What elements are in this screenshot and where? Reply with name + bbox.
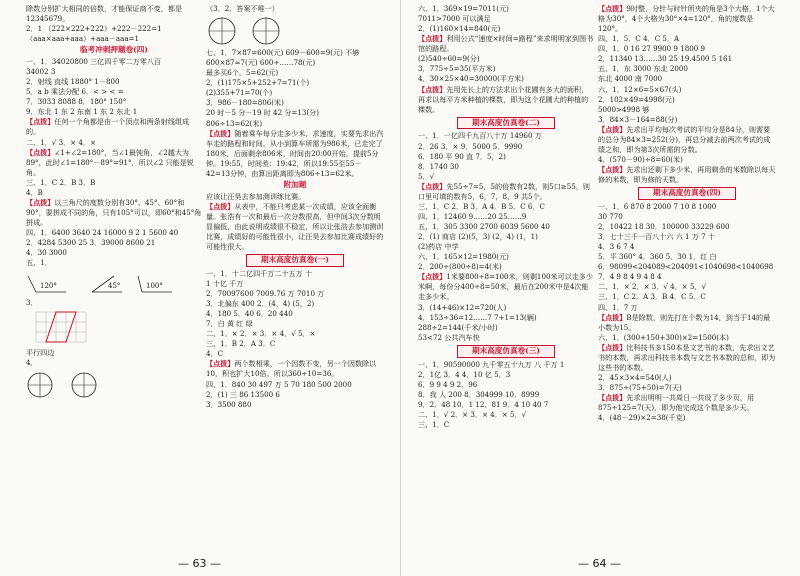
text-line: 4．(570－90)÷8=60(米) [598,154,683,164]
text-line: 五、1．305 3300 2700 6039 5600 40 [418,222,550,232]
text-line: 5．平 360° 4．360 5．30 1．红 白 [598,252,717,262]
text-line: 3．775÷5=35(平方米) [418,64,496,74]
section-heading: 期末高度仿真卷(二) [457,117,555,130]
text-line: 2．(1)175×5+252+7=71(个) [206,78,310,88]
text-line: 2．70097600 7009.76 万 7010 万 [206,288,325,298]
text-line: 8．1740 30 [418,161,459,171]
text-line: 四、1．12460 9……20 25……9 [418,211,527,221]
tip-marker: 【点拨】 [206,201,235,211]
text-line: 5．a b 乘法分配 6．< > < = [26,87,124,97]
column-2 [206,4,384,410]
text-line: 20 时－5 分－19 时 42 分=13(分) [206,108,320,118]
tip-marker: 【点拨】 [598,4,627,13]
text-line: 2．4284 5300 25 3．39000 8600 21 [26,238,156,248]
text-line: 30 770 [598,211,623,221]
text-line: 2．102×49=4998(元) [598,94,675,104]
text-line: 2．射线 直线 1880° 1－800 [26,77,120,87]
text-line: 二、1．√ 2．× 3．× 4．× 5．√ [418,409,527,419]
text-line: 三、1．B 2．A 3．C [206,339,276,349]
tip-text: 【点拨】B是除数，则先打在个数为14，到当于14的最小数为15。 [598,312,771,332]
tip-marker: 【点拨】 [26,147,55,157]
text-line: 4．30 3000 [26,248,67,258]
tip-marker: 【点拨】 [418,34,447,44]
text-line: 2．10422 18 30．100000 33229 600 [598,222,730,232]
text-line: 五、1． [26,258,52,268]
text-line: 5．√ [418,171,435,181]
column-1 [26,4,202,401]
text-line: 3． [26,298,38,308]
section-heading: 期末高度仿真卷(三) [457,345,555,358]
page-seam [400,0,401,576]
section-heading: 附加题 [283,179,307,189]
tip-marker: 【点拨】 [598,342,627,352]
text-line: 2．1 （222×222+222）+222－222=1 [26,24,162,34]
text-line: 七、1．7×87=600(元) 609－600=9(元) 不够 [206,48,360,58]
text-line: 一、1．一亿四千九百八十万 14960 万 [418,131,542,141]
angle-label: 45° [108,282,121,291]
tip-text: 【点拨】1米要800÷8=100米，则剩100米可以走多少米啊，每份分400÷8=50米，最后在200米中是4次能走多少米。 [418,272,594,302]
text-line: 六、1．369×19=7011(元) [418,4,509,13]
text-line: 6．180 平 90 直 7．5，2) [418,151,506,161]
text-line: 四、1．840 30 497 万 5 70 180 500 2000 [206,379,352,389]
text-line: (2)药店 中学 [418,242,459,252]
text-line: 一、1．6 870 8 2000 7 10 8 1000 [598,201,717,211]
tip-text: 【点拨】∠1+∠2=180°，当∠1最钝角，∠2越大为89°，此时∠1=180°－89°=91°，所以∠2 只能是锐角。 [26,147,194,177]
text-line: (2)540÷60=9(分) [418,54,480,64]
section-heading: 期末高度仿真卷(一) [246,254,344,267]
text-line: 六、1．165×12=1980(元) [418,252,509,262]
text-line: 4．(48－29)×2=38(千克) [598,413,686,423]
tip-marker: 【点拨】 [26,117,55,127]
text-line: 4． [26,358,38,368]
spinner-diagram [26,371,116,399]
text-line: 34002 3 [26,67,56,77]
text-line: 2．(1)160×14=840(元) [418,24,501,34]
text-line: 三、1．C [418,419,450,429]
tip-marker: 【点拨】 [418,181,447,191]
text-line: 7．3033 8088 8．180° 150° [26,97,127,107]
text-line: 8．我 人 200 8．304999 10．8999 [418,389,540,399]
text-line: 六、1．(300+150+300)×2=1500(本) [598,332,729,342]
text-line: 3．986－180=806(米) [206,98,284,108]
page-number-left: — 63 — [178,557,221,570]
text-line: 五、1．东 3000 东北 2000 [598,64,688,74]
text-line: 4．C [206,349,224,359]
angle-diagram [26,270,196,296]
text-line: 4．B [26,187,43,197]
tip-marker: 【点拨】 [598,165,627,174]
text-line: 四、1．7 万 [598,302,638,312]
text-line: 应该让汪昊去参加测训练比赛。 [206,191,306,201]
text-line: 7．白 黄 红 绿 [206,319,253,329]
text-line: 3．84×3－164=88(分) [598,114,678,124]
text-line: 3．875÷(75+50)=7(天) [598,383,682,393]
text-line: 2．(1) 商店 (2)(5，3) (2，4) (1，1) [418,232,538,242]
text-line: 7．4 9 8 4 9 4 8 4 [598,272,662,282]
text-line: 四、1．6400 3640 24 16000 9 2 1 5600 40 [26,228,179,238]
text-line: 600×87≈7(元) 600÷……78(元) [206,58,316,68]
text-line: 4．180 5．40 6．20 440 [206,309,293,319]
tip-text: 【点拨】先求出平均每次考试的平均分是84分，则需要的总分为84×3=252(分)，再总分减去前两次考试的成绩之和，即为第3次所需的分数。 [598,124,771,154]
text-line: 2．45×3×4=540(人) [598,372,672,382]
text-line: 2．(1) 三 86 13500 6 [206,389,280,399]
text-line: 三、1．C 2．B 3．A 4．B 5．C 6．C [418,201,545,211]
text-line: 一、1．十二亿四千万二十五万 十 [206,268,313,278]
column-4 [598,4,776,423]
angle-label: 120° [40,282,57,291]
text-line: 最多买6个。5=62(元) [206,68,279,78]
tip-text: 【点拨】9时整，分针与时针所夹的角是3个大格，1个大格为30°，4个大格为30°×4=120°，角的度数是120°。 [598,4,775,34]
page-number-right: — 64 — [578,557,621,570]
text-line: 6．9 9 4 9 2．96 [418,379,478,389]
tip-text: 【点拨】以三角尺的度数分别有30°、45°、60°和90°，要拼成不同的角，只有105°可以，即60°和45°角拼成。 [26,197,202,228]
tip-marker: 【点拨】 [418,272,447,282]
text-line: 3．3500 880 [206,399,252,409]
text-line: 三、1．C 2．A 3．B 4．C 5．C [598,292,706,302]
tip-text: 【点拨】随着乘车每分走多少米，求速度，实要先求出汽车走的路程和时间。从小到算车所需为986米，已走完了180米，后面剩余806米，时间由20:00开始，提前5分钟。19:55，时间差：19:42，所以19:55至55－42=13分钟，由算出距离即为806÷13=62米。 [206,128,384,178]
tip-marker: 【点拨】 [598,393,627,403]
tip-text: 【点拨】先55÷7=5，5的倍数有2数，则5口≥55，则口里可填的数有5，6，7，8，9 共5个。 [418,181,590,201]
tip-text: 【点拨】任何一个角都是由一个顶点和两条射线组成的。 [26,117,190,137]
text-line: 2．1亿 3．4 4．10 亿 5．3 [418,369,511,379]
text-line: 9．2．48 10．1 12．81 9．4 10 40 7 [418,399,549,409]
tip-text: 【点拨】两个数相乘，一个因数不变，另一个因数除以10，积也扩大10倍。所以360÷10=36。 [206,359,377,379]
text-line: 四、1．0 16 27 9900 9 1800 9 [598,44,706,54]
text-line: 平行四边 [26,348,55,358]
text-line: 806÷13=62(米) [206,118,263,128]
angle-label: 100° [146,282,163,291]
text-line: 二、1．√ 3．× 4．× [26,137,96,147]
text-line: 12345679。 [26,14,70,24]
text-line: 一、1．34020800 三亿四千零二万零八百 [26,57,162,67]
text-line: 2．11340 13……30 25 19.4500 5 161 [598,54,733,64]
text-line: 二、1．× 2．× 3．× 4．√ 5．× [206,329,316,339]
text-line: 9．东北 1 东 2 东南 1 东 2 东北 1 [26,107,138,117]
text-line: 六、1．12×6=5×67(头) [598,84,682,94]
text-line: 除数分别扩大相同的倍数，才能保证商不变，都是 [26,4,183,13]
section-heading: 临考冲刺押题卷(四) [80,45,148,55]
text-line: （3．2．答案不唯一） [206,4,279,13]
text-line: 1 十亿 千万 [206,278,244,288]
text-line: 3．(14+46)×12=720(人) [418,302,507,312]
tip-marker: 【点拨】 [26,197,55,207]
text-line: 4．30×25×40=30000(平方米) [418,74,524,84]
text-line: 3．北偏东 400 2．(4，4) (5，2) [206,299,315,308]
text-line: 53<72 公共汽车快 [418,332,480,342]
text-line: 6．98099<204089<204091<1040698<1040698 [598,262,774,272]
tip-marker: 【点拨】 [418,84,447,94]
text-line: 3．七十三千一百八十六 六 1 万 7 十 [598,232,716,242]
text-line: 一、1．90590000 九千零五十九万 八 千万 1 [418,359,565,369]
text-line: 7011>7000 可以满足 [418,14,491,24]
grid-diagram [26,310,106,346]
section-heading: 期末高度仿真卷(四) [638,187,736,200]
text-line: 四、1．5．C 4．C 5．A [598,34,680,44]
text-line: 2．26 3．× 9．5000 5．9990 [418,141,523,151]
text-line: （aaa×aaa+aaa）+aaa－aaa=1 [26,34,140,44]
tip-text: 【点拨】从表中，不能只考虑某一次成绩，应该全面衡量。张浩有一次和最后一次分数很高，但中间3次分数明显偏低，由此说明成绩很不稳定，所以让张浩去参加测训比赛，成绩好的可能性很小，让汪昊去参加比赛成绩好的可能性很大。 [206,201,384,251]
text-line: 4．153÷36=12……7 7+1=13(辆) [418,312,537,322]
text-line: 2．200÷(800÷8)=4(米) [418,262,502,272]
tip-text: 【点拨】利用公式“速度×时间=路程”来求明明家到图书馆的路程。 [418,34,594,54]
tip-text: 【点拨】先用先长上的方法求出个花圃有多大的面积，再求以每平方米种植的棵数，即为这个花圃大的种植的棵数。 [418,84,589,114]
spinner-diagram [206,16,296,46]
tip-text: 【点拨】比科技书多150本是文艺书的本数，先求出文艺书的本数，再求出科技书本数与文艺书本数的总和，即为这些书的本数。 [598,342,776,372]
tip-text: 【点拨】先求出还剩下多少米，再用剩余的米数除以每天修的米数，即为修的天数。 [598,165,776,185]
text-line: 东北 4000 南 7000 [598,74,663,84]
text-line: 三、1．C 2．B 3．B [26,177,96,187]
tip-marker: 【点拨】 [598,124,627,134]
tip-marker: 【点拨】 [598,312,627,322]
text-line: 5000>4998 够 [598,104,650,114]
text-line: 4．3 6 7 4 [598,242,635,252]
tip-marker: 【点拨】 [206,128,235,138]
tip-text: 【点拨】先求出明明一共周日一共设了多少页，用875÷125=7(天)，即为他完成这个数是多少天。 [598,393,755,413]
text-line: (2)355+71=70(个) [206,88,273,98]
text-line: 288÷2=144(千米/小时) [418,322,498,332]
text-line: 二、1．× 2．× 3．√ 4．× 5．√ [598,282,707,292]
tip-marker: 【点拨】 [206,359,235,369]
column-3 [418,4,594,430]
